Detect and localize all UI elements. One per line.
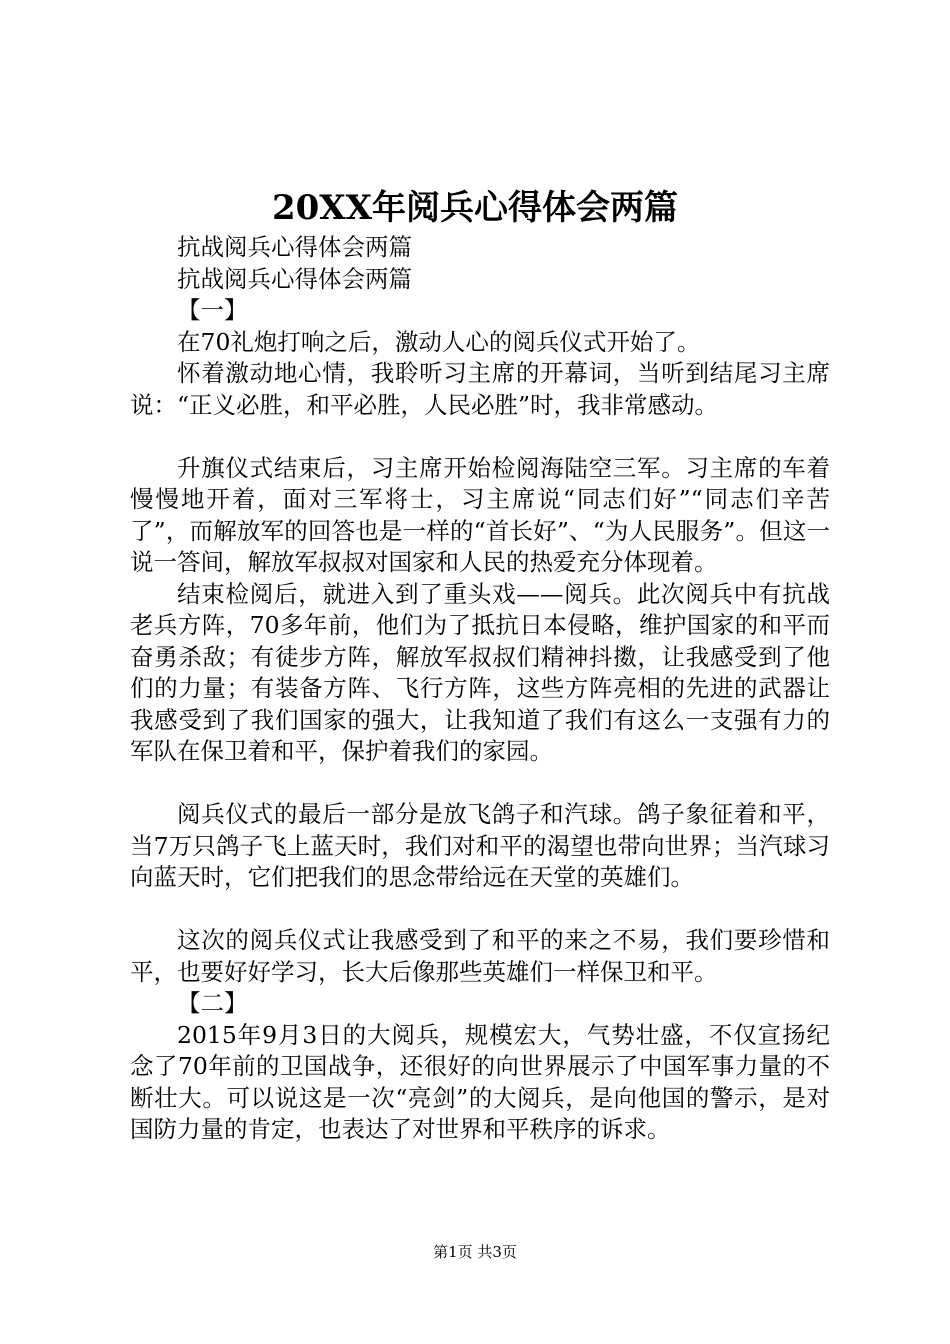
paragraph: 结束检阅后，就进入到了重头戏——阅兵。此次阅兵中有抗战老兵方阵，70多年前，他们为了抵抗日本侵略，维护国家的和平而奋勇杀敌；有徒步方阵，解放军叔叔们精神抖擞，让我感受到了他们的力量；有装备方阵、飞行方阵，这些方阵亮相的先进的武器让我感受到了我们国家的强大，让我知道了我们有这么一支强有力的军队在保卫着和平，保护着我们的家园。: [130, 579, 830, 765]
section-heading-2: 【二】: [177, 989, 248, 1017]
subtitle-line: 抗战阅兵心得体会两篇: [177, 264, 412, 293]
section-heading-1: 【一】: [177, 296, 248, 324]
page-footer: 第1页 共3页: [433, 1243, 517, 1261]
subtitle-line: 抗战阅兵心得体会两篇: [177, 233, 412, 261]
document-title: 20XX年阅兵心得体会两篇: [271, 188, 679, 228]
paragraph: 2015年9月3日的大阅兵，规模宏大，气势壮盛，不仅宣扬纪念了70年前的卫国战争，还很好的向世界展示了中国军事力量的不断壮大。可以说这是一次“亮剑”的大阅兵，是向他国的警示，是对国防力量的肯定，也表达了对世界和平秩序的诉求。: [130, 1020, 830, 1143]
paragraph: 升旗仪式结束后，习主席开始检阅海陆空三军。习主席的车着慢慢地开着，面对三军将士，习主席说“同志们好”“同志们辛苦了”，而解放军的回答也是一样的“首长好”、“为人民服务”。但这一说一答间，解放军叔叔对国家和人民的热爱充分体现着。: [130, 453, 830, 576]
paragraph: 阅兵仪式的最后一部分是放飞鸽子和汽球。鸽子象征着和平，当7万只鸽子飞上蓝天时，我们对和平的渴望也带向世界；当汽球习向蓝天时，它们把我们的思念带给远在天堂的英雄们。: [130, 800, 830, 891]
paragraph: 这次的阅兵仪式让我感受到了和平的来之不易，我们要珍惜和平，也要好好学习，长大后像那些英雄们一样保卫和平。: [130, 926, 830, 986]
paragraph: 在70礼炮打响之后，激动人心的阅兵仪式开始了。: [177, 327, 701, 356]
paragraph: 怀着激动地心情，我聆听习主席的开幕词，当听到结尾习主席说：“正义必胜，和平必胜，人民必胜”时，我非常感动。: [130, 359, 830, 419]
document-body: [130, 232, 830, 1146]
